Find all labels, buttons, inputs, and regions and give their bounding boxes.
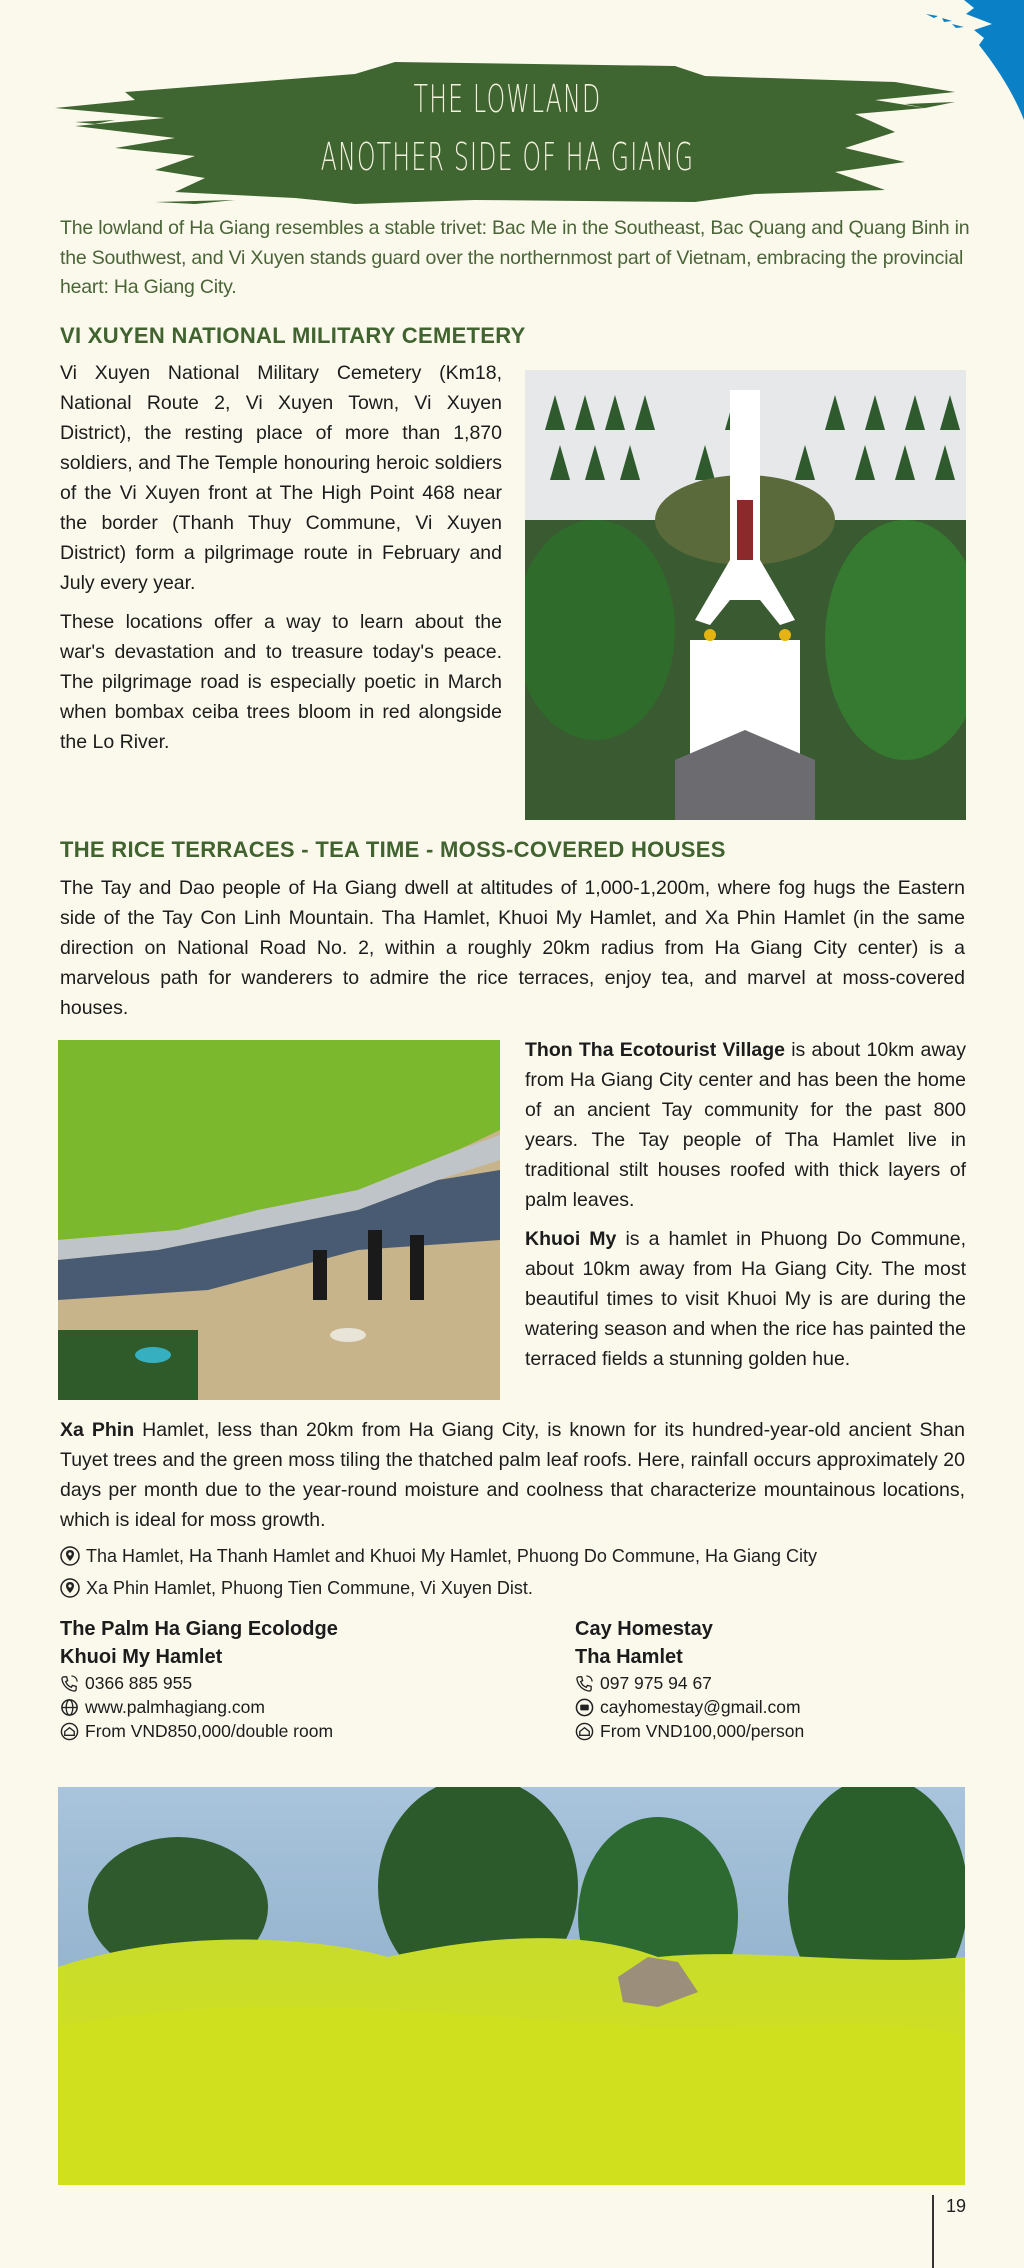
contact-web-row (60, 1695, 338, 1719)
banner-title-line2: ANOTHER SIDE OF HA GIANG (320, 135, 695, 179)
xa-phin-paragraph (60, 1415, 965, 1535)
tha-village-text: is about 10km away from Ha Giang City center and has been the home of an ancient Tay community for the past 800 years. The Tay people of Tha Hamlet live in traditional stilt houses roofed with thick layers of palm leaves. (525, 1039, 967, 1211)
address-item (60, 1540, 817, 1572)
address-text: Tha Hamlet, Ha Thanh Hamlet and Khuoi My Hamlet, Phuong Do Commune, Ha Giang City (86, 1546, 818, 1566)
tha-village-paragraph (525, 1035, 966, 1215)
contact-email-row (575, 1695, 804, 1719)
contact-phone-row (60, 1671, 338, 1695)
banner-title-line1: THE LOWLAND (413, 77, 602, 121)
contact-palm-ecolodge (60, 1615, 338, 1743)
phone-icon (575, 1674, 594, 1693)
moss-house-photo (58, 1040, 500, 1400)
map-pin-icon (60, 1578, 80, 1598)
xa-phin-name: Xa Phin (60, 1419, 135, 1441)
cemetery-paragraph-1: Vi Xuyen National Military Cemetery (Km18, National Route 2, Vi Xuyen Town, Vi Xuyen District), the resting place of more than 1,870 soldiers, and The Temple honouring heroic soldiers of the Vi Xuyen front at The High Point 468 near the border (Thanh Thuy Commune, Vi Xuyen District) form a pilgrimage route in February and July every year. (60, 362, 502, 594)
rice-terraces-intro: The Tay and Dao people of Ha Giang dwell at altitudes of 1,000-1,200m, where fog hugs the Eastern side of the Tay Con Linh Mountain. Tha Hamlet, Khuoi My Hamlet, and Xa Phin Hamlet (in the same direction on National Road No. 2, within a roughly 20km radius from Ha Giang City center) is a marvelous path for wanderers to admire the rice terraces, enjoy tea, and marvel at moss-covered houses. (60, 877, 965, 1019)
address-list (60, 1540, 817, 1604)
address-item (60, 1572, 817, 1604)
contact-price: From VND850,000/double room (85, 1721, 334, 1741)
khuoi-my-text: is a hamlet in Phuong Do Commune, about 10km away from Ha Giang City. The most beautiful times to visit Khuoi My is are during the watering season and when the rice has painted the terraced fields a stunning golden hue. (525, 1228, 966, 1370)
contact-location: Khuoi My Hamlet (60, 1646, 223, 1668)
contact-name: Cay Homestay (575, 1618, 713, 1640)
contact-phone-row (575, 1671, 804, 1695)
contact-website[interactable]: www.palmhagiang.com (85, 1697, 265, 1717)
section-heading-cemetery: VI XUYEN NATIONAL MILITARY CEMETERY (60, 323, 526, 348)
contact-phone[interactable]: 097 975 94 67 (600, 1673, 712, 1693)
contact-price-row (575, 1719, 804, 1743)
rice-terraces-photo (58, 1787, 965, 2185)
cemetery-text (60, 358, 502, 766)
contact-cay-homestay (575, 1615, 804, 1743)
globe-icon (60, 1698, 79, 1717)
cemetery-photo (525, 370, 966, 820)
contact-name: The Palm Ha Giang Ecolodge (60, 1618, 338, 1640)
banner-title (227, 70, 788, 186)
email-icon (575, 1698, 594, 1717)
xa-phin-text: Hamlet, less than 20km from Ha Giang City, is known for its hundred-year-old ancient Shan Tuyet trees and the green moss tiling the thatched palm leaf roofs. Here, rainfall occurs approximately 20 days per month due to the year-round moisture and coolness that characterize mountainous locations, which is ideal for moss growth. (60, 1419, 965, 1531)
intro-paragraph: The lowland of Ha Giang resembles a stable trivet: Bac Me in the Southeast, Bac Quang and Quang Binh in the Southwest, and Vi Xuyen stands guard over the northernmost part of Vietnam, embracing the provincial heart: Ha Giang City. (60, 217, 970, 298)
khuoi-my-paragraph (525, 1224, 966, 1374)
home-price-icon (60, 1722, 79, 1741)
contact-price: From VND100,000/person (600, 1721, 805, 1741)
hamlet-descriptions (525, 1035, 966, 1383)
contact-email[interactable]: cayhomestay@gmail.com (600, 1697, 801, 1717)
contact-price-row (60, 1719, 338, 1743)
home-price-icon (575, 1722, 594, 1741)
page-number: 19 (946, 2196, 967, 2216)
section-heading-rice-terraces: THE RICE TERRACES - TEA TIME - MOSS-COVERED HOUSES (60, 837, 726, 862)
contact-location: Tha Hamlet (575, 1646, 683, 1668)
cemetery-paragraph-2: These locations offer a way to learn about the war's devastation and to treasure today's peace. The pilgrimage road is especially poetic in March when bombax ceiba trees bloom in red alongside the Lo River. (60, 611, 502, 753)
tha-village-name: Thon Tha Ecotourist Village (525, 1039, 785, 1061)
title-banner (55, 52, 960, 212)
address-text: Xa Phin Hamlet, Phuong Tien Commune, Vi Xuyen Dist. (86, 1578, 533, 1598)
phone-icon (60, 1674, 79, 1693)
khuoi-my-name: Khuoi My (525, 1228, 617, 1250)
contact-phone[interactable]: 0366 885 955 (85, 1673, 193, 1693)
map-pin-icon (60, 1546, 80, 1566)
page-number-rule (932, 2195, 934, 2268)
